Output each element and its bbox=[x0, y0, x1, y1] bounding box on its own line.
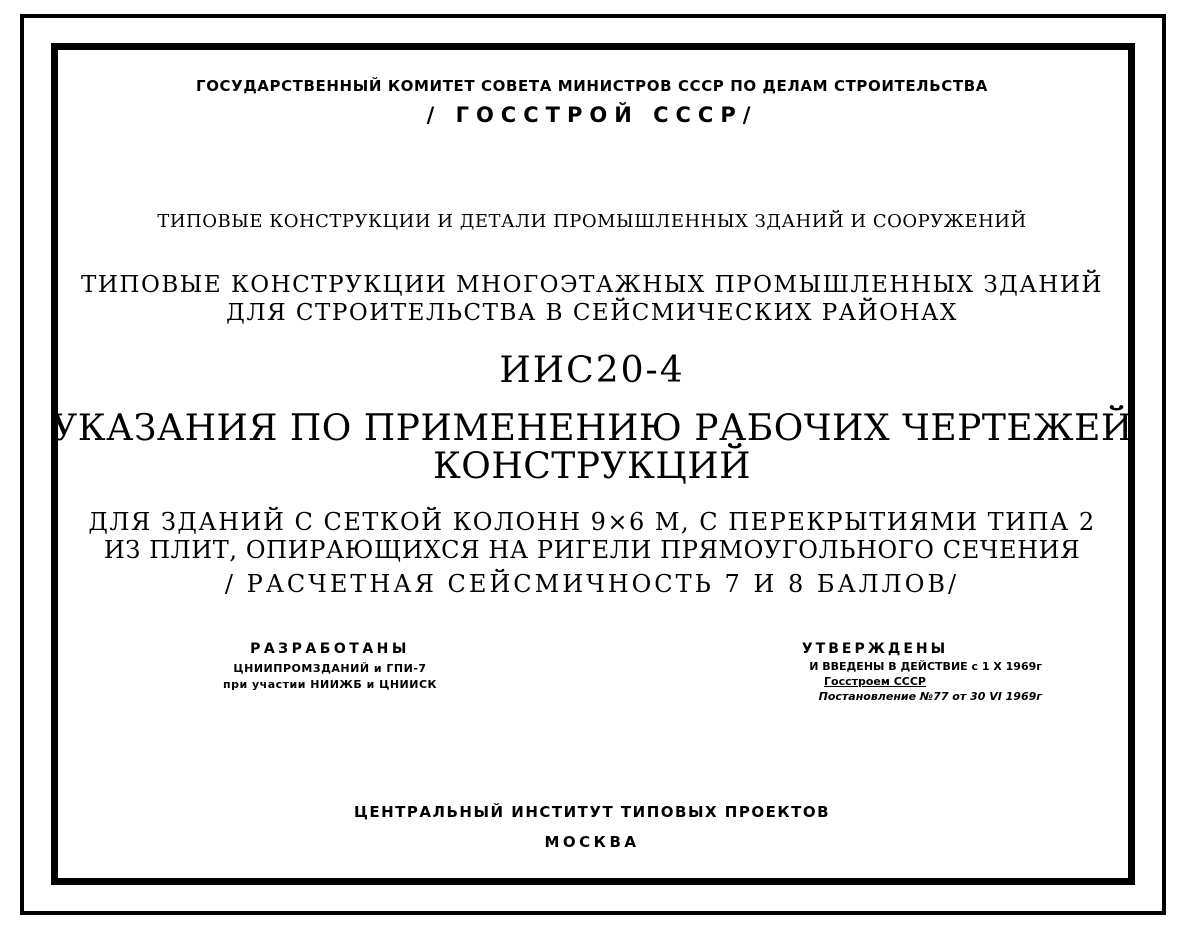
description-line-1: ДЛЯ ЗДАНИЙ С СЕТКОЙ КОЛОНН 9×6 М, С ПЕРЕКРЫТИЯМИ ТИПА 2 bbox=[88, 508, 1096, 536]
description-line-2: ИЗ ПЛИТ, ОПИРАЮЩИХСЯ НА РИГЕЛИ ПРЯМОУГОЛЬНОГО СЕЧЕНИЯ bbox=[103, 536, 1081, 564]
approved-line-1: И ВВЕДЕНЫ В ДЕЙСТВИЕ с 1 X 1969г bbox=[809, 660, 1042, 673]
document-code: ИИС20-4 bbox=[499, 350, 685, 391]
series-general: ТИПОВЫЕ КОНСТРУКЦИИ И ДЕТАЛИ ПРОМЫШЛЕННЫХ ЗДАНИЙ И СООРУЖЕНИЙ bbox=[157, 211, 1027, 232]
series-title-line-2: ДЛЯ СТРОИТЕЛЬСТВА В СЕЙСМИЧЕСКИХ РАЙОНАХ bbox=[226, 300, 958, 326]
publisher-institute: ЦЕНТРАЛЬНЫЙ ИНСТИТУТ ТИПОВЫХ ПРОЕКТОВ bbox=[353, 803, 831, 821]
committee-abbrev: / ГОССТРОЙ СССР/ bbox=[426, 103, 758, 127]
developed-line-1: ЦНИИПРОМЗДАНИЙ и ГПИ-7 bbox=[233, 662, 427, 675]
series-title-line-1: ТИПОВЫЕ КОНСТРУКЦИИ МНОГОЭТАЖНЫХ ПРОМЫШЛЕННЫХ ЗДАНИЙ bbox=[81, 272, 1103, 298]
publisher-city: МОСКВА bbox=[544, 833, 640, 851]
approved-heading: УТВЕРЖДЕНЫ bbox=[801, 641, 949, 657]
committee-name: ГОСУДАРСТВЕННЫЙ КОМИТЕТ СОВЕТА МИНИСТРОВ СССР ПО ДЕЛАМ СТРОИТЕЛЬСТВА bbox=[196, 77, 988, 95]
approved-line-3: Постановление №77 от 30 VI 1969г bbox=[818, 690, 1042, 703]
developed-by-block bbox=[160, 641, 500, 693]
approved-line-2: Госстроем СССР bbox=[824, 675, 926, 688]
document-title-line-1: УКАЗАНИЯ ПО ПРИМЕНЕНИЮ РАБОЧИХ ЧЕРТЕЖЕЙ bbox=[51, 408, 1133, 449]
description-line-3: / РАСЧЕТНАЯ СЕЙСМИЧНОСТЬ 7 И 8 БАЛЛОВ/ bbox=[224, 570, 960, 598]
developed-line-2: при участии НИИЖБ и ЦНИИСК bbox=[222, 678, 438, 691]
approved-block bbox=[690, 641, 1060, 704]
document-title-line-2: КОНСТРУКЦИЙ bbox=[432, 446, 752, 487]
developed-heading: РАЗРАБОТАНЫ bbox=[250, 641, 410, 657]
